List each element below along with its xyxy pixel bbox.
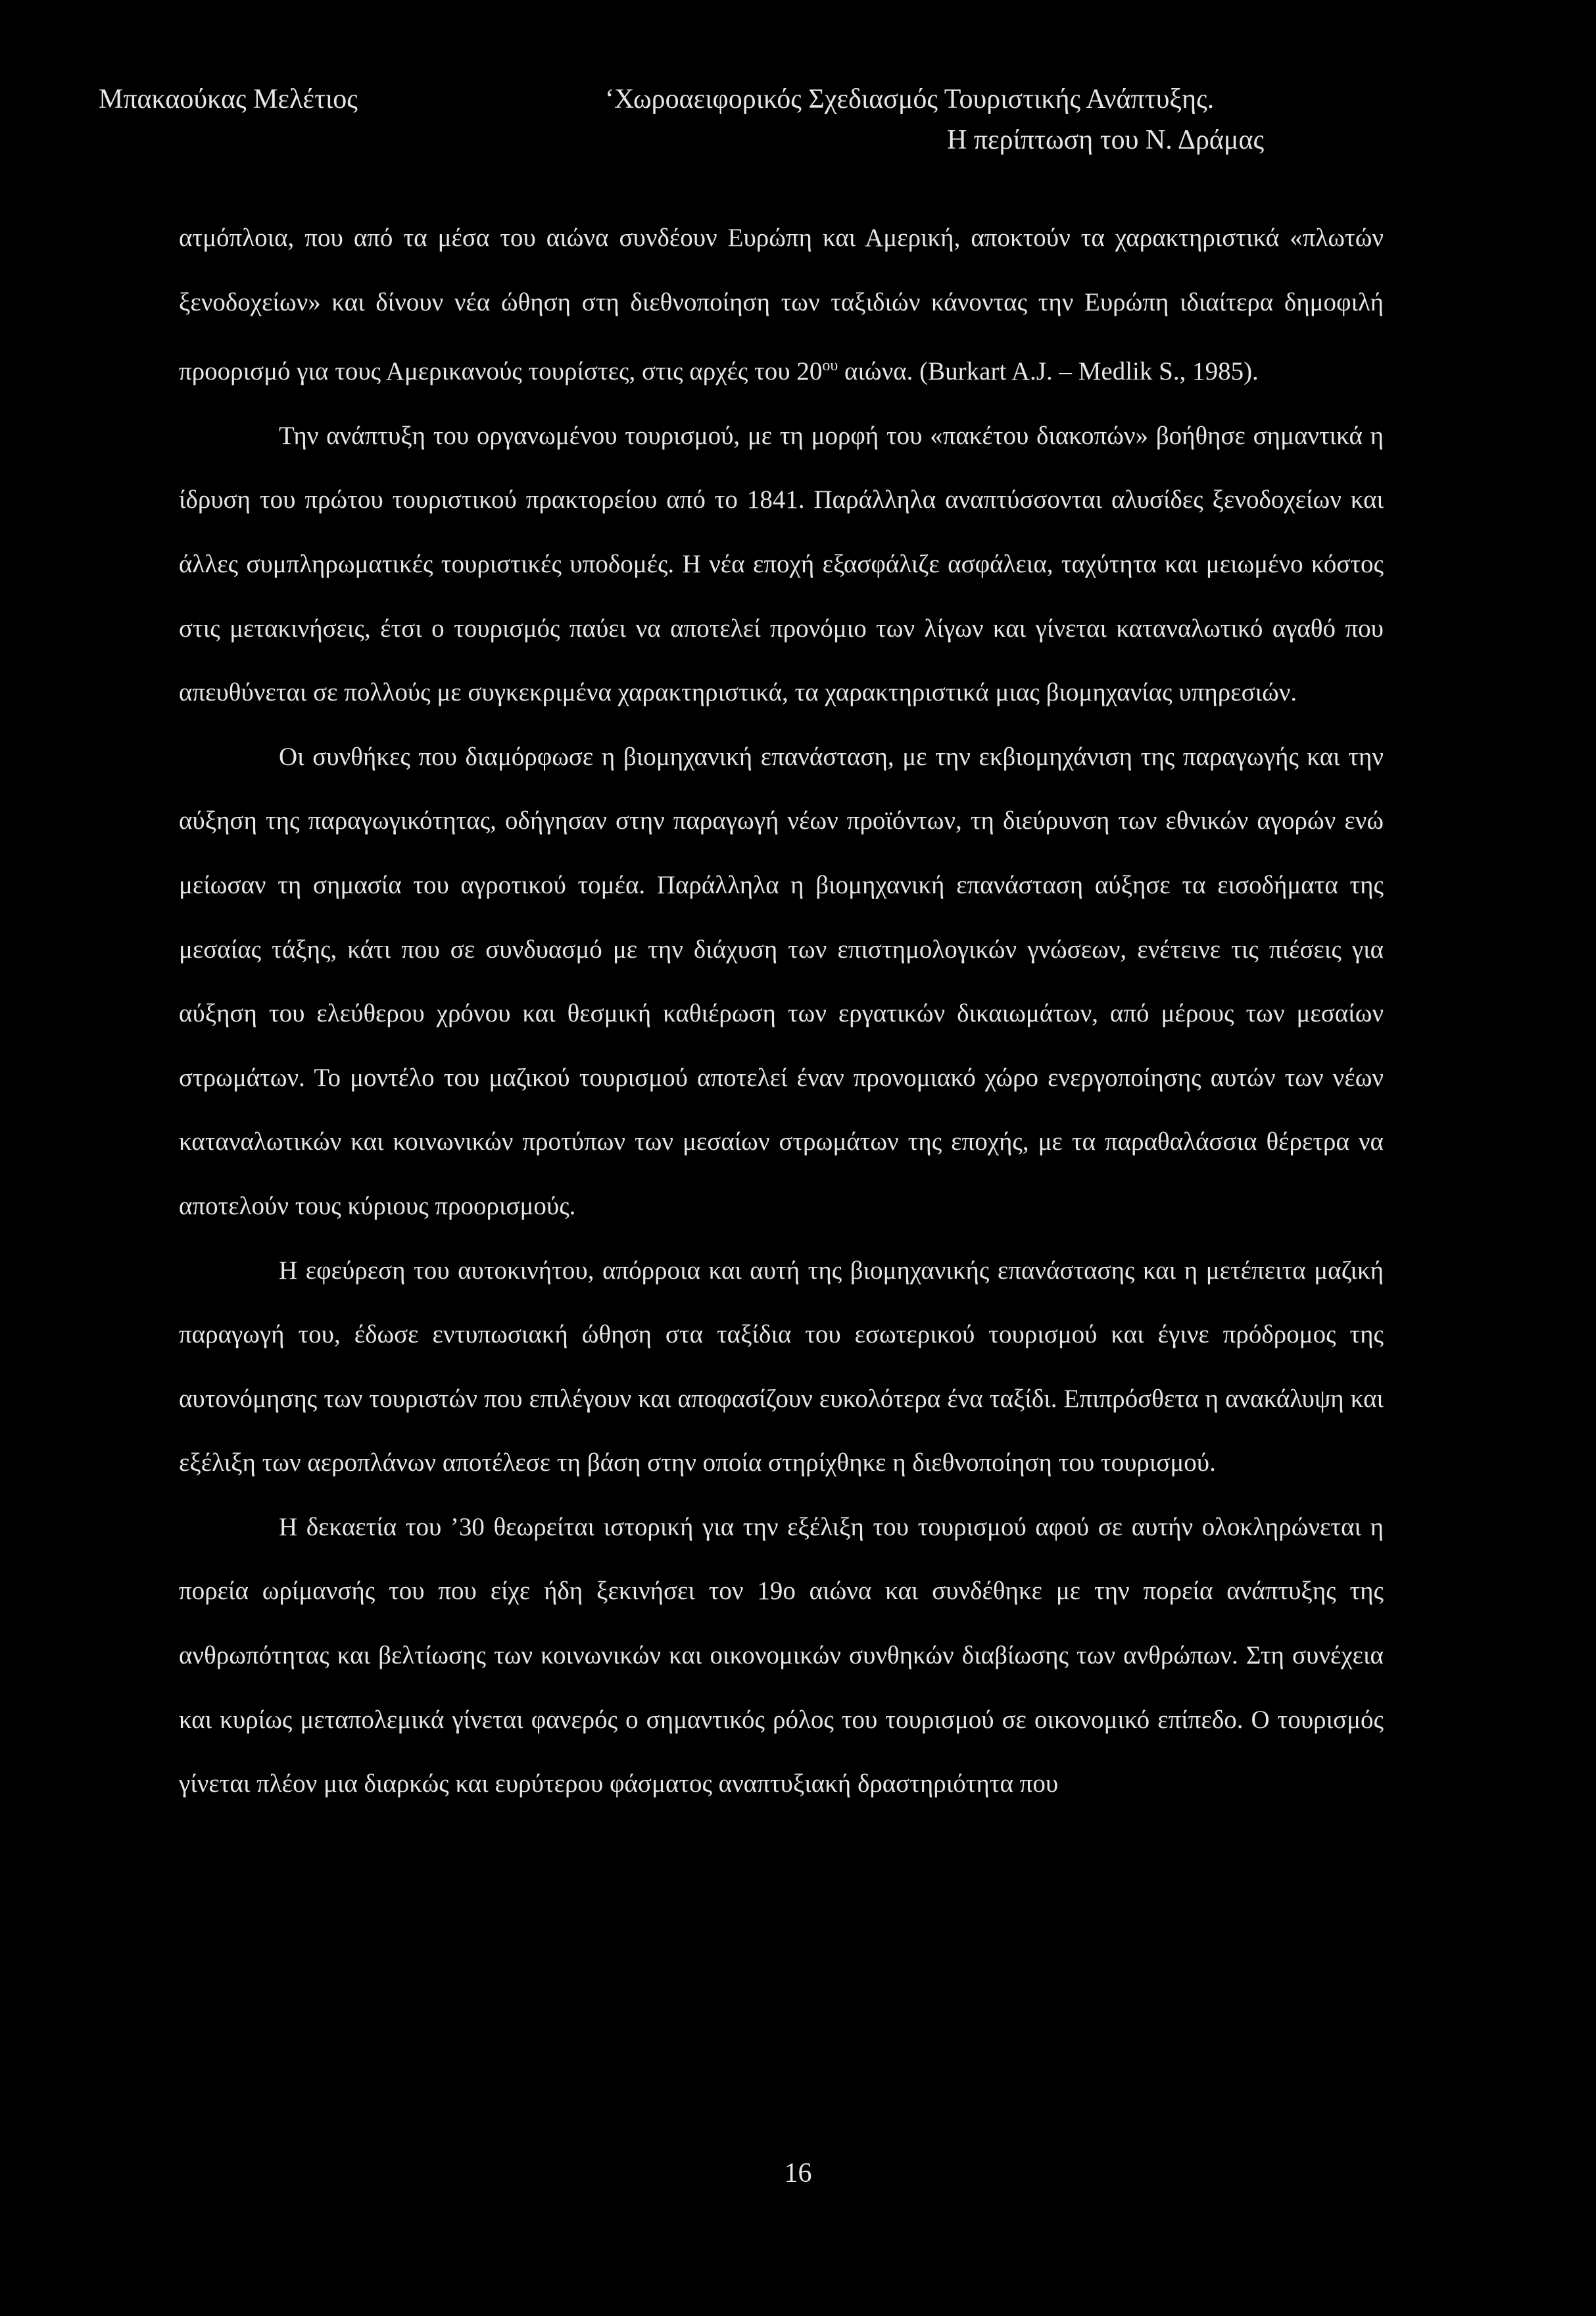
ordinal-superscript: ου [822,357,838,375]
paragraph: Η εφεύρεση του αυτοκινήτου, απόρροια και αυτή της βιομηχανικής επανάστασης και η μετέπειτα μαζική παραγωγή του, έδωσε εντυπωσιακή ώθηση στα ταξίδια του εσωτερικού τουρισμού και έγινε πρόδρομος της αυτονόμησης των τουριστών που επιλέγουν και αποφασίζουν ευκολότερα ένα ταξίδι. Επιπρόσθετα η ανακάλυψη και εξέλιξη των αεροπλάνων αποτέλεσε τη βάση στην οποία στηρίχθηκε η διεθνοποίηση του τουρισμού. [179,1256,1384,1477]
paragraph: Την ανάπτυξη του οργανωμένου τουρισμού, με τη μορφή του «πακέτου διακοπών» βοήθησε σημαντικά η ίδρυση του πρώτου τουριστικού πρακτορείου από το 1841. Παράλληλα αναπτύσσονται αλυσίδες ξενοδοχείων και άλλες συμπληρωματικές τουριστικές υποδομές. Η νέα εποχή εξασφάλιζε ασφάλεια, ταχύτητα και μειωμένο κόστος στις μετακινήσεις, έτσι ο τουρισμός παύει να αποτελεί προνόμιο των λίγων και γίνεται καταναλωτικό αγαθό που απευθύνεται σε πολλούς με συγκεκριμένα χαρακτηριστικά, τα χαρακτηριστικά μιας βιομηχανίας υπηρεσιών. [179,421,1384,707]
paragraph: Οι συνθήκες που διαμόρφωσε η βιομηχανική επανάσταση, με την εκβιομηχάνιση της παραγωγής και την αύξηση της παραγωγικότητας, οδήγησαν στην παραγωγή νέων προϊόντων, τη διεύρυνση των εθνικών αγορών ενώ μείωσαν τη σημασία του αγροτικού τομέα. Παράλληλα η βιομηχανική επανάσταση αύξησε τα εισοδήματα της μεσαίας τάξης, κάτι που σε συνδυασμό με την διάχυση των επιστημολογικών γνώσεων, ενέτεινε τις πιέσεις για αύξηση του ελεύθερου χρόνου και θεσμική καθιέρωση των εργατικών δικαιωμάτων, από μέρους των μεσαίων στρωμάτων. Το μοντέλο του μαζικού τουρισμού αποτελεί έναν προνομιακό χώρο ενεργοποίησης αυτών των νέων καταναλωτικών και κοινωνικών προτύπων των μεσαίων στρωμάτων της εποχής, με τα παραθαλάσσια θέρετρα να αποτελούν τους κύριους προορισμούς. [179,742,1384,1220]
paragraph: Η δεκαετία του ’30 θεωρείται ιστορική για την εξέλιξη του τουρισμού αφού σε αυτήν ολοκληρώνεται η πορεία ωρίμανσής του που είχε ήδη ξεκινήσει τον 19ο αιώνα και συνδέθηκε με την πορεία ανάπτυξης της ανθρωπότητας και βελτίωσης των κοινωνικών και οικονομικών συνθηκών διαβίωσης των ανθρώπων. Στη συνέχεια και κυρίως μεταπολεμικά γίνεται φανερός ο σημαντικός ρόλος του τουρισμού σε οικονομικό επίπεδο. Ο τουρισμός γίνεται πλέον μια διαρκώς και ευρύτερου φάσματος αναπτυξιακή δραστηριότητα που [179,1512,1384,1798]
paragraph-continued [179,206,1384,404]
header-subtitle: Η περίπτωση του Ν. Δράμας [947,125,1265,155]
paragraph-text: ατμόπλοια, που από τα μέσα του αιώνα συνδέουν Ευρώπη και Αμερική, αποκτούν τα χαρακτηριστικά «πλωτών ξενοδοχείων» και δίνουν νέα ώθηση στη διεθνοποίηση των ταξιδιών κάνοντας την Ευρώπη ιδιαίτερα δημοφιλή προορισμό για τους Αμερικανούς τουρίστες, στις αρχές του 20 [179,224,1384,386]
page-number: 16 [784,2158,812,2188]
paragraph-text-tail: αιώνα. (Burkart A.J. – Medlik S., 1985). [838,357,1259,386]
header-author: Μπακαούκας Μελέτιος [99,84,358,114]
header-title: ‘Χωροαειφορικός Σχεδιασμός Τουριστικής Ανάπτυξης. [605,84,1215,114]
body-text [179,206,1384,1816]
